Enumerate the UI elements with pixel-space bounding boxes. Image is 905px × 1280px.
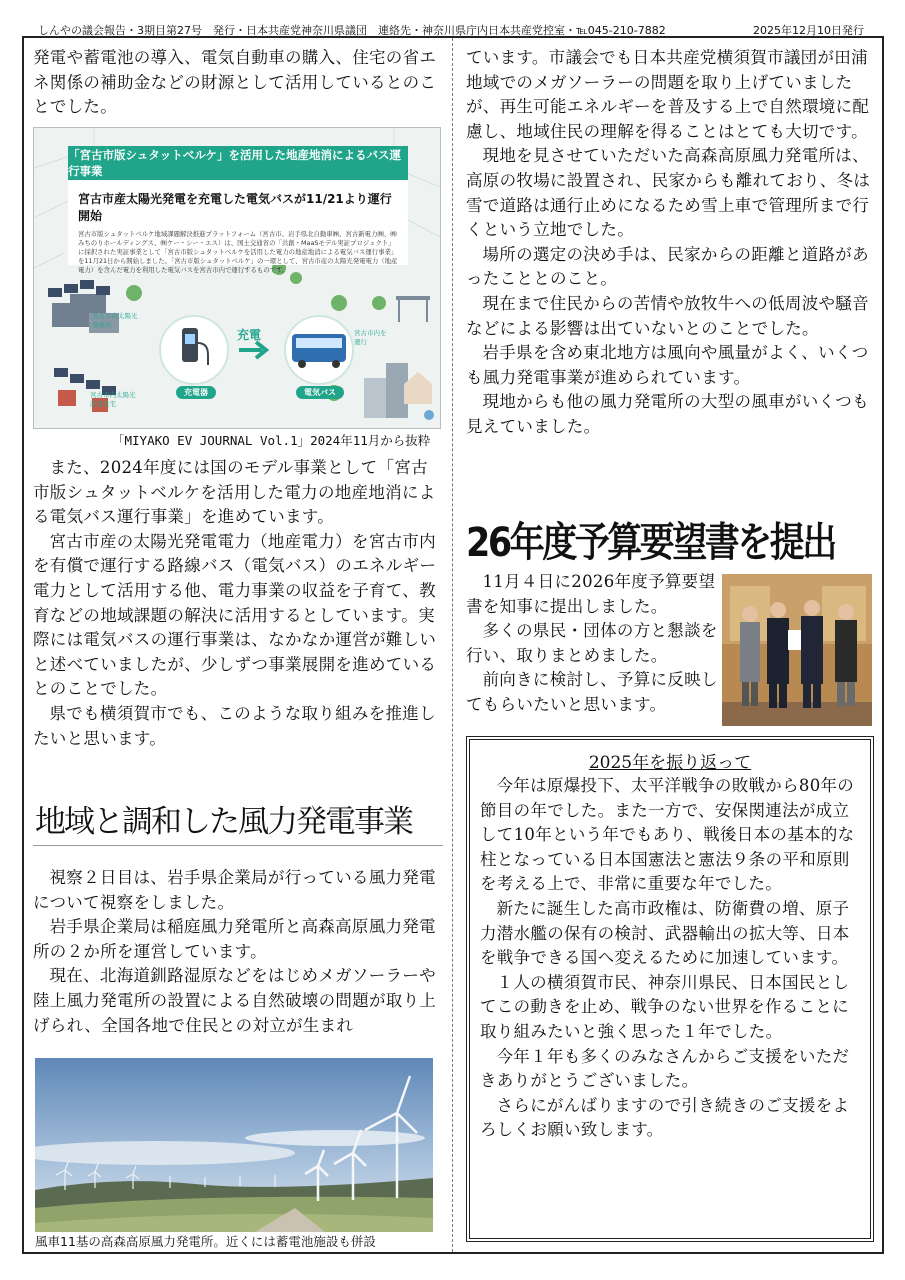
paragraph: ています。市議会でも日本共産党横須賀市議団が田浦地域でのメガソーラーの問題を取り上げていましたが、再生可能エネルギーを普及する上で自然環境に配慮し、地域住民の理解を得ることはとても大切です。 (466, 48, 870, 141)
paragraph: 場所の選定の決め手は、民家からの距離と道路があったこととのこと。 (466, 244, 869, 289)
intro-paragraph: 発電や蓄電池の導入、電気自動車の購入、住宅の省エネ関係の補助金などの財源として活用しているとのことでした。 (33, 48, 437, 117)
year-review-body (480, 774, 862, 1143)
wind-headline: 地域と調和した風力発電事業 (35, 804, 412, 840)
paragraph: 現地を見させていただいた高森高原風力発電所は、高原の牧場に設置され、民家からも離れており、冬は雪で道路は通行止めになるため雪上車で管理所まで行くという立地でした。 (466, 146, 871, 240)
column-divider (452, 38, 453, 1252)
figure-title: 宮古市産太陽光発電を充電した電気バスが11/21より運行開始 (78, 192, 392, 223)
headline-rule (33, 845, 443, 846)
paragraph: 岩手県企業局は稲庭風力発電所と高森高原風力発電所の２か所を運営しています。 (33, 917, 436, 961)
ev-journal-figure (33, 127, 441, 429)
wind-farm-photo (35, 1058, 433, 1232)
people-photo (722, 574, 872, 726)
paragraph: さらにがんばりますので引き続きのご支援をよろしくお願い致します。 (480, 1095, 850, 1140)
figure-banner: 「宮古市版シュタットベルケ」を活用した地産地消によるバス運行事業 (68, 146, 408, 180)
label-charger: 充電器 (176, 386, 216, 399)
wind-turbine-image (35, 1058, 433, 1232)
paragraph: 岩手県を含め東北地方は風向や風量がよく、いくつも風力発電事業が進められています。 (466, 343, 869, 387)
figure-caption: 「MIYAKO EV JOURNAL Vol.1」2024年11月から抜粋 (112, 433, 431, 448)
paragraph: 今年１年も多くのみなさんからご支援をいただきありがとうございました。 (480, 1046, 850, 1091)
budget-section (466, 570, 718, 718)
year-review-title (470, 748, 870, 773)
paragraph: 現在まで住民からの苦情や放牧牛への低周波や騒音などによる影響は出ていないとのことでした。 (466, 293, 869, 338)
paragraph: 今年は原爆投下、太平洋戦争の敗戦から80年の節目の年でした。また一方で、安保関連法が成立して10年という年でもあり、戦後日本の基本的な柱となっている日本国憲法と憲法９条の平和原則を考える上で、非常に重要な年でした。 (480, 776, 855, 894)
paragraph: また、2024年度には国のモデル事業として「宮古市版シュタットベルケを活用した電力の地産地消による電気バス運行事業」を進めています。 (33, 458, 436, 527)
label-solar-house: 宮古市内太陽光設置住宅 (90, 391, 136, 408)
paragraph: 現在、北海道釧路湿原などをはじめメガソーラーや陸上風力発電所の設置による自然破壊の問題が取り上げられ、全国各地で住民との対立が生まれ (33, 966, 437, 1035)
paragraph: 11月４日に2026年度予算要望書を知事に提出しました。 (466, 572, 716, 616)
paragraph: 多くの県民・団体の方と懇談を行い、取りまとめました。 (466, 621, 718, 665)
label-operation: 宮古市内を運行 (354, 329, 387, 346)
paragraph: 宮古市産の太陽光発電電力（地産電力）を宮古市内を有償で運行する路線バス（電気バス）のエネルギー電力として活用する他、電力事業の収益を子育て、教育などの地域課題の解決に活用するとしています。実際には電気バスの運行事業は、なかなか運営が難しいと述べていましたが、少しずつ事業展開を進めているとのことでした。 (33, 531, 437, 699)
paragraph: 視察２日目は、岩手県企業局が行っている風力発電について視察をしました。 (33, 868, 436, 912)
paragraph: １人の横須賀市民、神奈川県民、日本国民としてこの動きを止め、戦争のない世界を作ることに取り組みたいと強く思った１年でした。 (480, 972, 850, 1041)
wind-photo-caption: 風車11基の高森高原風力発電所。近くには蓄電池施設も併設 (35, 1234, 376, 1249)
year-review-title-text: 2025年を振り返って (588, 753, 752, 773)
model-project-section (33, 456, 443, 751)
label-bus: 電気バス (296, 386, 344, 399)
budget-headline: 26年度予算要望書を提出 (466, 520, 835, 567)
paragraph: 現地からも他の風力発電所の大型の風車がいくつも見えていました。 (466, 392, 869, 436)
wind-section (33, 866, 443, 1038)
paragraph: 前向きに検討し、予算に反映してもらいたいと思います。 (466, 670, 718, 714)
paragraph: 県でも横須賀市でも、このような取り組みを推進したいと思います。 (33, 703, 436, 748)
figure-text-panel (68, 180, 408, 274)
wind-continued-section (466, 46, 878, 440)
year-review-box (466, 736, 874, 1242)
figure-description: 宮古市版シュタットベルケ地域課題解決推進プラットフォーム（宮古市、岩手県北自動車㈱、宮古新電力㈱、㈱みちのりホールディングス、㈱ケー・シー・エス）は、国土交通省の「共創・MaaSモデル実証プロジェクト」に採択された実証事業として「宮古市版シュタットベルケを活用した電力の地産地消による電気バス運行事業」を11月21日から開始しました。「宮古市版シュタットベルケ」の一環として、宮古市産の太陽光発電電力（地産電力）を含んだ電力を利用した電気バスを宮古市内で運行するものです。 (78, 230, 398, 274)
label-solar-plant: 宮古市内太陽光発電所 (92, 312, 138, 329)
header-publisher: しんやの議会報告・3期目第27号 発行・日本共産党神奈川県議団 連絡先・神奈川県庁内日本共産党控室・℡045-210-7882 (38, 24, 666, 37)
header-date: 2025年12月10日発行 (753, 24, 864, 37)
label-charge: 充電 (237, 328, 262, 342)
paragraph: 新たに誕生した高市政権は、防衛費の増、原子力潜水艦の保有の検討、武器輸出の拡大等、日本を戦争できる国へ変えるために加速しています。 (480, 898, 850, 968)
budget-submission-photo (722, 574, 872, 726)
